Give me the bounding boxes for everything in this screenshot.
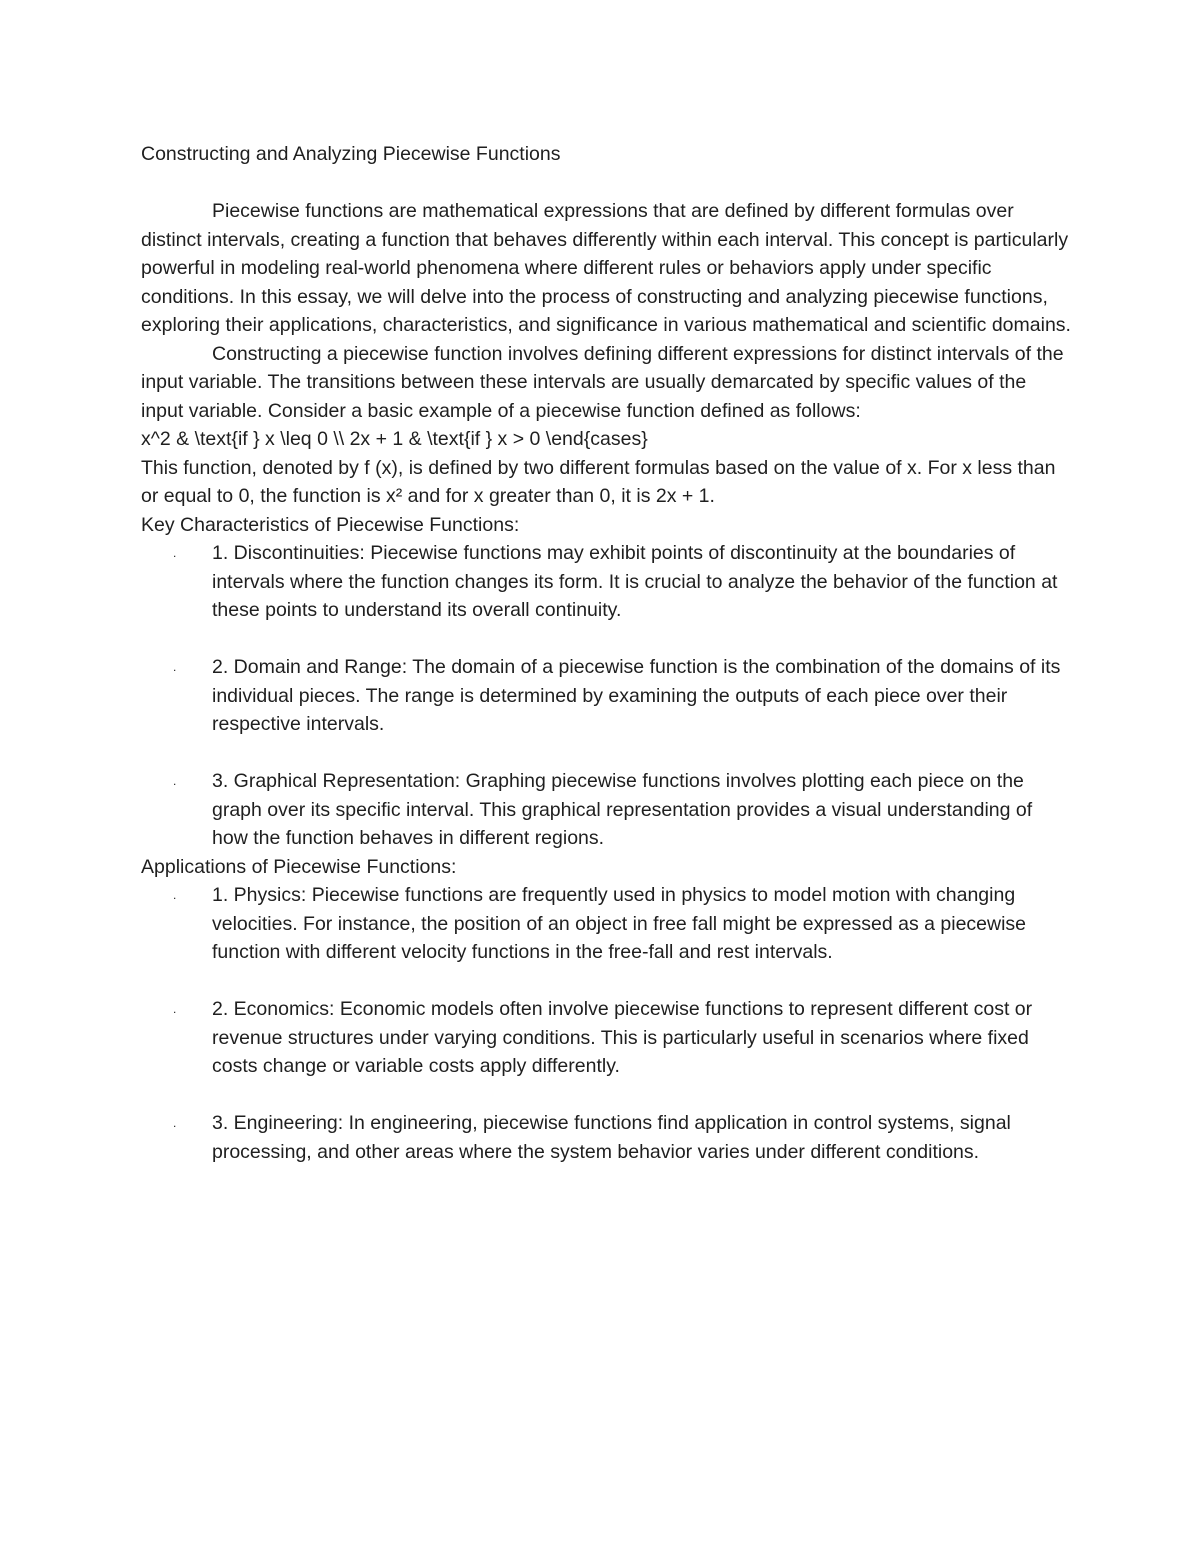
bullet-icon: .: [173, 660, 177, 674]
list-item-text: 1. Physics: Piecewise functions are frequently used in physics to model motion with changing velocities. For instance, the position of an object in free fall might be expressed as a piecewise function with different velocity functions in the free-fall and rest intervals.: [212, 884, 1027, 963]
explanation-paragraph: This function, denoted by f (x), is defined by two different formulas based on the value of x. For x less than or equal to 0, the function is x² and for x greater than 0, it is 2x + 1.: [141, 456, 1056, 507]
list-item-text: 2. Domain and Range: The domain of a piecewise function is the combination of the domains of its individual pieces. The range is determined by examining the outputs of each piece over their respective intervals.: [212, 656, 1061, 735]
list-item-text: 3. Graphical Representation: Graphing piecewise functions involves plotting each piece on the graph over its specific interval. This graphical representation provides a visual understanding of how the function behaves in different regions.: [212, 770, 1033, 849]
bullet-icon: .: [173, 1116, 177, 1130]
list-item: [141, 653, 1071, 739]
bullet-icon: .: [173, 774, 177, 788]
list-item-text: 2. Economics: Economic models often involve piecewise functions to represent different cost or revenue structures under varying conditions. This is particularly useful in scenarios where fixed costs change or variable costs apply differently.: [212, 998, 1033, 1077]
formula-text: x^2 & \text{if } x \leq 0 \\ 2x + 1 & \text{if } x > 0 \end{cases}: [141, 428, 648, 450]
intro-paragraph: Piecewise functions are mathematical expressions that are defined by different formulas over distinct intervals, creating a function that behaves differently within each interval. This concept is particularly powerful in modeling real-world phenomena where different rules or behaviors apply under specific conditions. In this essay, we will delve into the process of constructing and analyzing piecewise functions, exploring their applications, characteristics, and significance in various mathematical and scientific domains.: [141, 200, 1071, 336]
applications-heading: Applications of Piecewise Functions:: [141, 855, 457, 878]
list-item-text: 1. Discontinuities: Piecewise functions may exhibit points of discontinuity at the boundaries of intervals where the function changes its form. It is crucial to analyze the behavior of the function at these points to understand its overall continuity.: [212, 542, 1058, 621]
list-item-text: 3. Engineering: In engineering, piecewise functions find application in control systems, signal processing, and other areas where the system behavior varies under different conditions.: [212, 1112, 1011, 1163]
list-item: [141, 1109, 1071, 1166]
characteristics-heading: Key Characteristics of Piecewise Functions:: [141, 513, 520, 536]
bullet-icon: .: [173, 1002, 177, 1016]
bullet-icon: .: [173, 546, 177, 560]
applications-list: [141, 881, 1071, 1166]
construction-paragraph: Constructing a piecewise function involves defining different expressions for distinct intervals of the input variable. The transitions between these intervals are usually demarcated by specific values of the input variable. Consider a basic example of a piecewise function defined as follows:: [141, 342, 1064, 422]
list-item: [141, 767, 1071, 853]
bullet-icon: .: [173, 888, 177, 902]
document-page: [141, 140, 1071, 1166]
list-item: [141, 995, 1071, 1081]
list-item: [141, 539, 1071, 625]
list-item: [141, 881, 1071, 967]
document-title: Constructing and Analyzing Piecewise Functions: [141, 143, 561, 165]
characteristics-list: [141, 539, 1071, 853]
